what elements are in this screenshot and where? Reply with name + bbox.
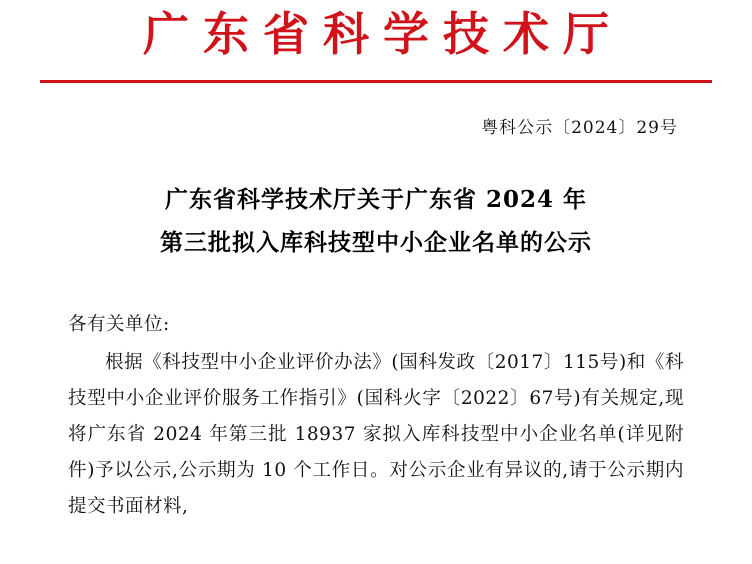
masthead <box>0 0 752 83</box>
document-body <box>68 307 684 525</box>
page-title-line-1: 广东省科学技术厅关于广东省 2024 年 <box>164 185 588 213</box>
salutation: 各有关单位: <box>68 313 170 335</box>
document-number: 粤科公示〔2024〕29号 <box>481 117 678 138</box>
red-rule-line <box>40 80 712 83</box>
issuing-agency-title: 广东省科学技术厅 <box>143 7 623 61</box>
page-title <box>71 178 681 265</box>
body-paragraph-1: 根据《科技型中小企业评价办法》(国科发政〔2017〕115号)和《科技型中小企业评价服务工作指引》(国科火字〔2022〕67号)有关规定,现将广东省 2024 年第三批 18937 家拟入库科技型中小企业名单(详见附件)予以公示,公示期为 10 个工作日。对公示企业有异议的,请于公示期内提交书面材料, <box>68 351 684 518</box>
page-title-line-2: 第三批拟入库科技型中小企业名单的公示 <box>160 229 592 257</box>
masthead-rule <box>40 80 712 83</box>
